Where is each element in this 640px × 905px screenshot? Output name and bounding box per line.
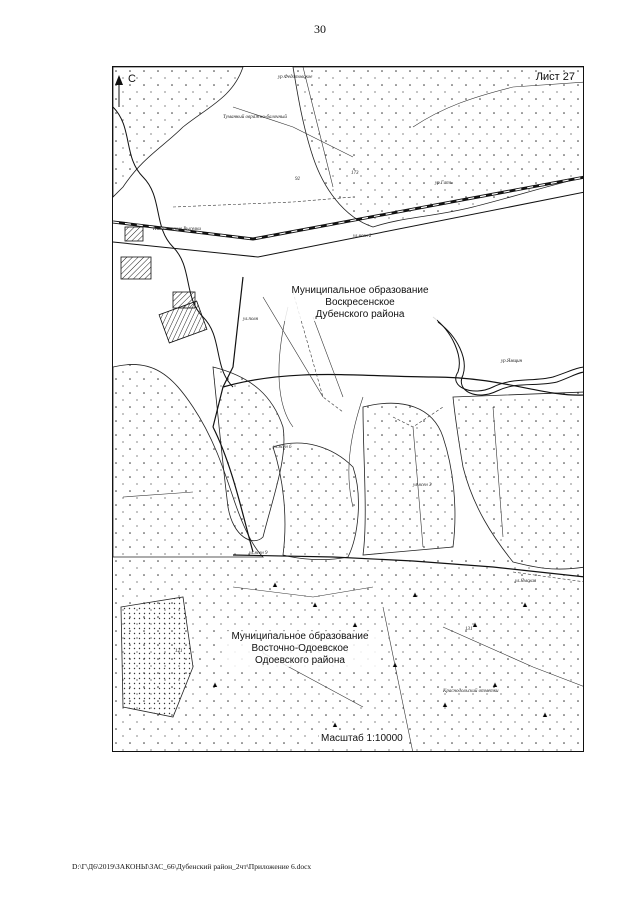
map-label: ур.Федотовское — [278, 75, 313, 80]
map-sheet — [112, 66, 584, 752]
map-label: ул.Ямская — [515, 579, 537, 584]
map-label: Краснодольский отметки — [443, 689, 499, 694]
municipality-label-vostochno-odoevskoe: Муниципальное образование Восточно-Одоевское Одоевского района — [223, 631, 377, 667]
scale-label: Масштаб 1:10000 — [321, 733, 403, 744]
map-label: 121 — [175, 649, 183, 654]
north-label: С — [128, 73, 136, 85]
document-file-path: D:\Г\Д6\2019\ЗАКОНЫ\ЗАС_66\Дубенский район_2чт\Приложение 6.docx — [72, 862, 312, 871]
map-label: ул.ясен 9 — [249, 551, 268, 556]
map-label: ул.ясен 6 — [273, 445, 292, 450]
map-label: 92 — [295, 177, 300, 182]
map-label: 131 — [465, 627, 473, 632]
map-label: Николаевские Выселки — [153, 227, 201, 232]
municipality-label-voskresenskoe: Муниципальное образование Воскресенское Дубенского района — [283, 285, 437, 321]
map-label: Туманный овражно-балочный — [223, 115, 287, 120]
map-label: 173 — [351, 171, 359, 176]
map-label: ул.ясен 2 — [353, 234, 372, 239]
map-label: ур.Гать — [435, 181, 453, 186]
map-label: ул.ясен 3 — [413, 483, 432, 488]
map-label: ур.Ямщин — [501, 359, 523, 364]
sheet-label: Лист 27 — [535, 71, 575, 83]
page-number: 30 — [314, 22, 326, 36]
map-label: ул.поля — [243, 317, 258, 322]
